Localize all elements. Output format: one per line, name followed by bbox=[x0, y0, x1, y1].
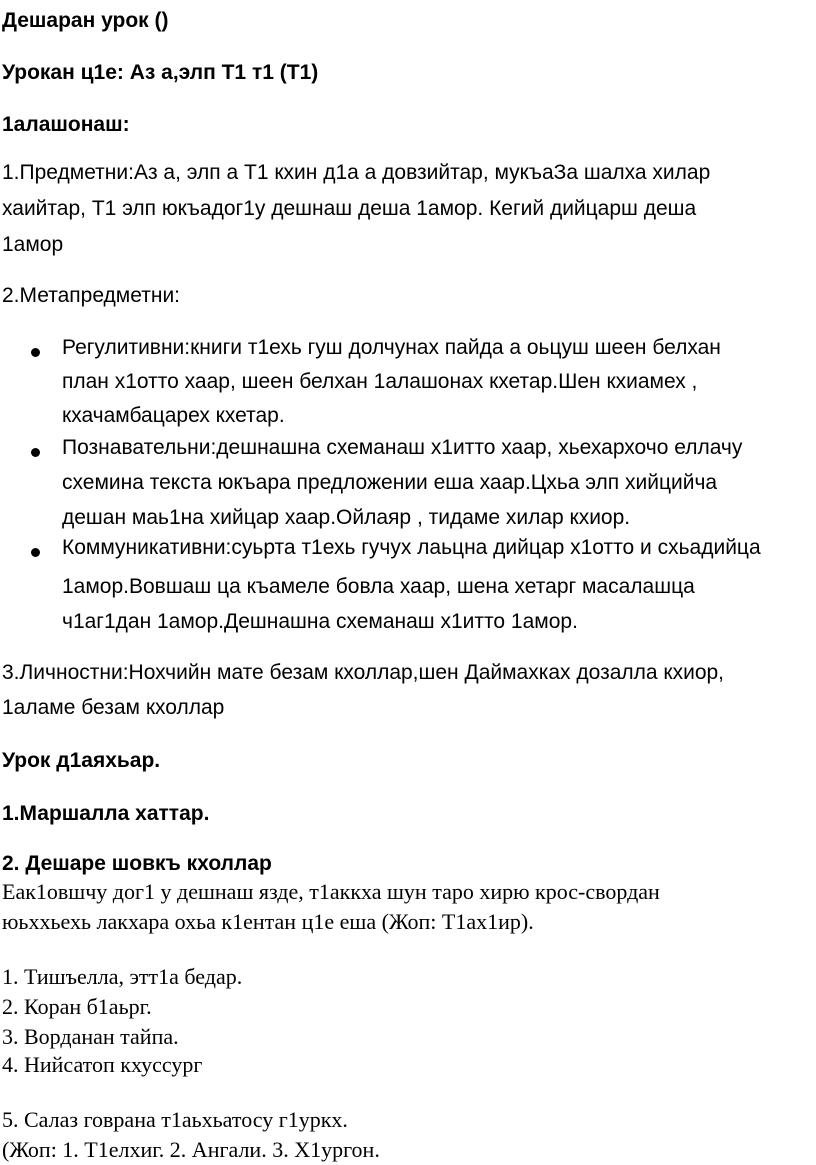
bullet-line: кхачамбацарех кхетар. bbox=[62, 404, 285, 427]
task-line: юьххьехь лакхара охьа к1ентан ц1е еша (Жоп: Т1ах1ир). bbox=[2, 909, 534, 934]
step-motivation: 2. Дешаре шовкъ кхоллар bbox=[2, 852, 272, 875]
bullet-line: 1амор.Вовшаш ца къамеле бовла хаар, шена хетарг масалашца bbox=[62, 575, 695, 598]
bullet-icon bbox=[31, 448, 40, 457]
lesson-flow-heading: Урок д1аяхьар. bbox=[2, 749, 161, 772]
bullet-line: схемина текста юкъара предложении еша хаар.Цхьа элп хийцийча bbox=[62, 471, 718, 494]
personal-goal-line: 1аламе безам кхоллар bbox=[2, 696, 225, 719]
meta-goals-heading: 2.Метапредметни: bbox=[2, 284, 181, 307]
subject-goal-line: 1.Предметни:Аз а, элп а Т1 кхин д1а а довзийтар, мукъаЗа шалха хилар bbox=[2, 161, 711, 184]
riddle-item: 3. Ворданан тайпа. bbox=[2, 1024, 179, 1049]
lesson-topic: Урокан ц1е: Аз а,элп Т1 т1 (Т1) bbox=[2, 61, 319, 84]
bullet-line: ч1аг1дан 1амор.Дешнашна схеманаш х1итто 1амор. bbox=[62, 610, 578, 633]
lesson-title: Дешаран урок () bbox=[2, 9, 169, 32]
riddle-item: 5. Салаз говрана т1аьхьатосу г1уркх. bbox=[2, 1107, 348, 1132]
riddle-item: 1. Тишъелла, этт1а бедар. bbox=[2, 964, 243, 989]
subject-goal-line: 1амор bbox=[2, 233, 64, 256]
bullet-icon bbox=[31, 348, 40, 357]
bullet-line: Коммуникативни:суьрта т1ехь гучух лаьцна дийцар х1отто и схьадийца bbox=[62, 536, 761, 559]
bullet-line: Познавательни:дешнашна схеманаш х1итто хаар, хьехархочо еллачу bbox=[62, 436, 743, 459]
personal-goal-line: 3.Личностни:Нохчийн мате безам кхоллар,шен Даймахках дозалла кхиор, bbox=[2, 661, 725, 684]
bullet-line: Регулитивни:книги т1ехь гуш долчунах пайда а оьцуш шеен белхан bbox=[62, 336, 721, 359]
riddle-item: 4. Нийсатоп кхуссург bbox=[2, 1052, 203, 1077]
subject-goal-line: хаийтар, Т1 элп юкъадог1у дешнаш деша 1амор. Кегий дийцарш деша bbox=[2, 197, 697, 220]
task-line: Еак1овшчу дог1 у дешнаш язде, т1аккха шун таро хирю крос-свордан bbox=[2, 879, 660, 904]
bullet-line: план х1отто хаар, шеен белхан 1алашонах кхетар.Шен кхиамех , bbox=[62, 370, 698, 393]
answers-line: (Жоп: 1. Т1елхиг. 2. Ангали. 3. Х1ургон. bbox=[2, 1137, 380, 1162]
bullet-icon bbox=[31, 548, 40, 557]
goals-heading: 1алашонаш: bbox=[2, 113, 130, 136]
step-greeting: 1.Маршалла хаттар. bbox=[2, 802, 210, 825]
bullet-line: дешан маь1на хийцар хаар.Ойлаяр , тидаме хилар кхиор. bbox=[62, 506, 631, 529]
riddle-item: 2. Коран б1аьрг. bbox=[2, 994, 152, 1019]
